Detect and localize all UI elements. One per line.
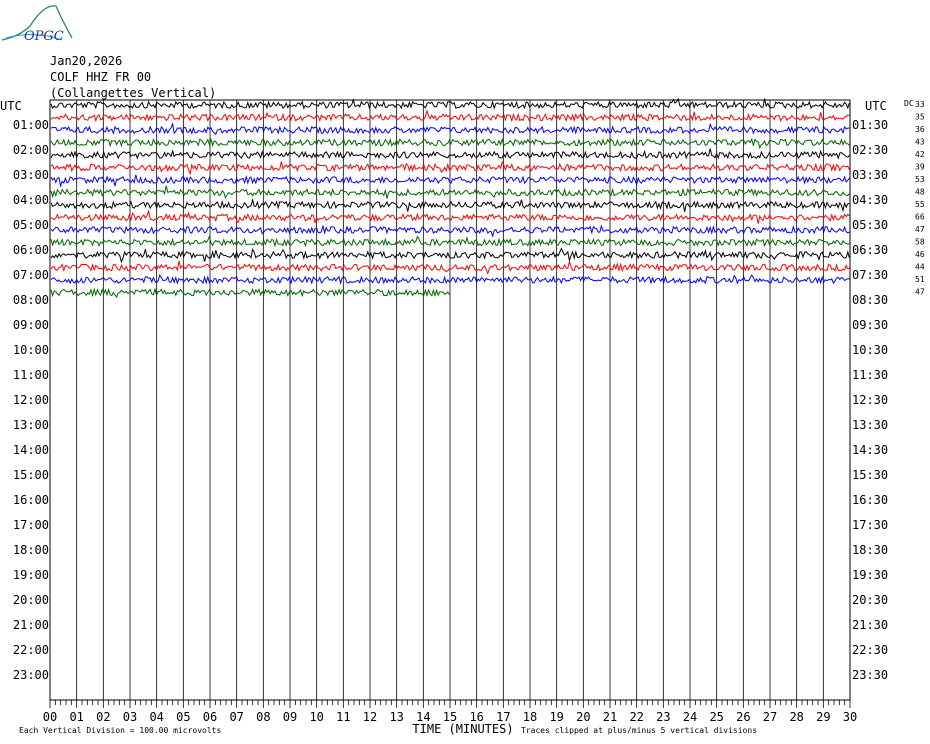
dc-value: 39 — [915, 162, 925, 172]
x-tick-label: 28 — [789, 710, 804, 724]
utc-right-label: UTC — [865, 99, 887, 113]
hour-label-right: 13:30 — [852, 418, 889, 432]
hour-label-left: 20:00 — [12, 593, 49, 607]
hour-label-right: 12:30 — [852, 393, 889, 407]
x-tick-label: 27 — [762, 710, 778, 724]
trace-line — [51, 289, 449, 297]
clipping-note: Traces clipped at plus/minus 5 vertical divisions — [521, 726, 758, 735]
hour-label-right: 07:30 — [852, 268, 889, 282]
hour-label-right: 14:30 — [852, 443, 889, 457]
x-tick-label: 03 — [122, 710, 138, 724]
hour-label-right: 04:30 — [852, 193, 889, 207]
vertical-division-note: Each Vertical Division = 100.00 microvolts — [19, 726, 222, 735]
dc-value: 47 — [915, 225, 925, 234]
x-tick-label: 20 — [576, 710, 591, 724]
hour-label-right: 06:30 — [852, 243, 889, 257]
x-tick-label: 12 — [362, 710, 378, 724]
hour-label-left: 16:00 — [12, 493, 49, 507]
dc-value: 44 — [915, 262, 925, 272]
dc-value: 46 — [915, 250, 925, 259]
dc-value: 36 — [915, 125, 925, 134]
x-tick-label: 05 — [176, 710, 191, 724]
hour-label-right: 05:30 — [852, 218, 889, 232]
x-tick-label: 19 — [549, 710, 564, 724]
dc-value: 33 — [915, 100, 925, 109]
x-tick-label: 17 — [496, 710, 511, 724]
station-label: COLF HHZ FR 00 — [50, 70, 152, 84]
dc-value: 42 — [915, 150, 925, 159]
axis-labels — [0, 99, 925, 736]
hour-label-right: 10:30 — [852, 343, 889, 357]
dc-value: 48 — [915, 187, 925, 197]
x-tick-label: 07 — [229, 710, 244, 724]
hour-label-right: 11:30 — [852, 368, 889, 382]
dc-value: 35 — [915, 112, 925, 122]
dc-value: 58 — [915, 237, 925, 247]
hour-label-right: 19:30 — [852, 568, 889, 582]
x-tick-label: 14 — [416, 710, 431, 724]
hour-label-right: 16:30 — [852, 493, 889, 507]
x-tick-label: 23 — [656, 710, 671, 724]
x-tick-label: 18 — [522, 710, 538, 724]
hour-label-right: 15:30 — [852, 468, 889, 482]
x-tick-label: 22 — [629, 710, 644, 724]
hour-label-left: 18:00 — [12, 543, 49, 557]
hour-label-right: 03:30 — [852, 168, 889, 182]
hour-label-left: 04:00 — [12, 193, 49, 207]
x-tick-label: 15 — [442, 710, 458, 724]
x-tick-label: 04 — [149, 710, 164, 724]
hour-label-right: 09:30 — [852, 318, 889, 332]
x-tick-label: 26 — [736, 710, 751, 724]
dc-label: DC — [904, 99, 914, 108]
x-tick-label: 21 — [602, 710, 618, 724]
x-tick-label: 00 — [42, 710, 58, 724]
hour-label-left: 17:00 — [12, 518, 49, 532]
dc-value: 51 — [915, 275, 925, 284]
utc-left-label: UTC — [0, 99, 22, 113]
dc-value: 43 — [915, 137, 925, 147]
x-tick-label: 25 — [709, 710, 724, 724]
hour-label-left: 09:00 — [12, 318, 49, 332]
hour-label-right: 01:30 — [852, 118, 889, 132]
dc-value: 66 — [915, 212, 925, 222]
hour-label-left: 05:00 — [12, 218, 49, 232]
hour-label-right: 18:30 — [852, 543, 889, 557]
dc-value: 47 — [915, 287, 925, 297]
x-axis-title: TIME (MINUTES) — [412, 722, 514, 736]
dc-value: 53 — [915, 175, 925, 184]
hour-label-left: 01:00 — [12, 118, 49, 132]
x-tick-label: 10 — [309, 710, 324, 724]
hour-label-left: 13:00 — [12, 418, 49, 432]
hour-label-right: 08:30 — [852, 293, 889, 307]
hour-label-left: 03:00 — [12, 168, 49, 182]
hour-label-left: 08:00 — [12, 293, 49, 307]
hour-label-left: 06:00 — [12, 243, 49, 257]
location-label: (Collangettes Vertical) — [50, 86, 217, 100]
x-tick-label: 11 — [336, 710, 351, 724]
hour-label-right: 23:30 — [852, 668, 889, 682]
x-tick-label: 13 — [389, 710, 404, 724]
x-tick-label: 01 — [69, 710, 84, 724]
hour-label-left: 19:00 — [12, 568, 49, 582]
hour-label-left: 11:00 — [12, 368, 49, 382]
hour-label-left: 22:00 — [12, 643, 49, 657]
x-tick-label: 06 — [202, 710, 218, 724]
hour-label-right: 17:30 — [852, 518, 889, 532]
x-tick-label: 24 — [682, 710, 698, 724]
x-tick-label: 09 — [282, 710, 298, 724]
dc-value: 55 — [915, 200, 925, 209]
hour-label-left: 14:00 — [12, 443, 49, 457]
x-tick-label: 16 — [469, 710, 484, 724]
hour-label-right: 20:30 — [852, 593, 889, 607]
hour-label-left: 07:00 — [12, 268, 49, 282]
hour-label-right: 21:30 — [852, 618, 889, 632]
hour-label-left: 02:00 — [12, 143, 49, 157]
x-tick-label: 08 — [256, 710, 271, 724]
hour-label-left: 21:00 — [12, 618, 49, 632]
hour-label-left: 10:00 — [12, 343, 49, 357]
hour-label-right: 02:30 — [852, 143, 889, 157]
hour-label-left: 23:00 — [12, 668, 49, 682]
date-label: Jan20,2026 — [50, 54, 123, 68]
x-tick-label: 02 — [96, 710, 111, 724]
hour-label-right: 22:30 — [852, 643, 889, 657]
hour-label-left: 15:00 — [12, 468, 49, 482]
logo-text: OPGC — [24, 29, 64, 44]
x-tick-label: 30 — [842, 710, 858, 724]
x-tick-label: 29 — [816, 710, 831, 724]
hour-label-left: 12:00 — [12, 393, 49, 407]
